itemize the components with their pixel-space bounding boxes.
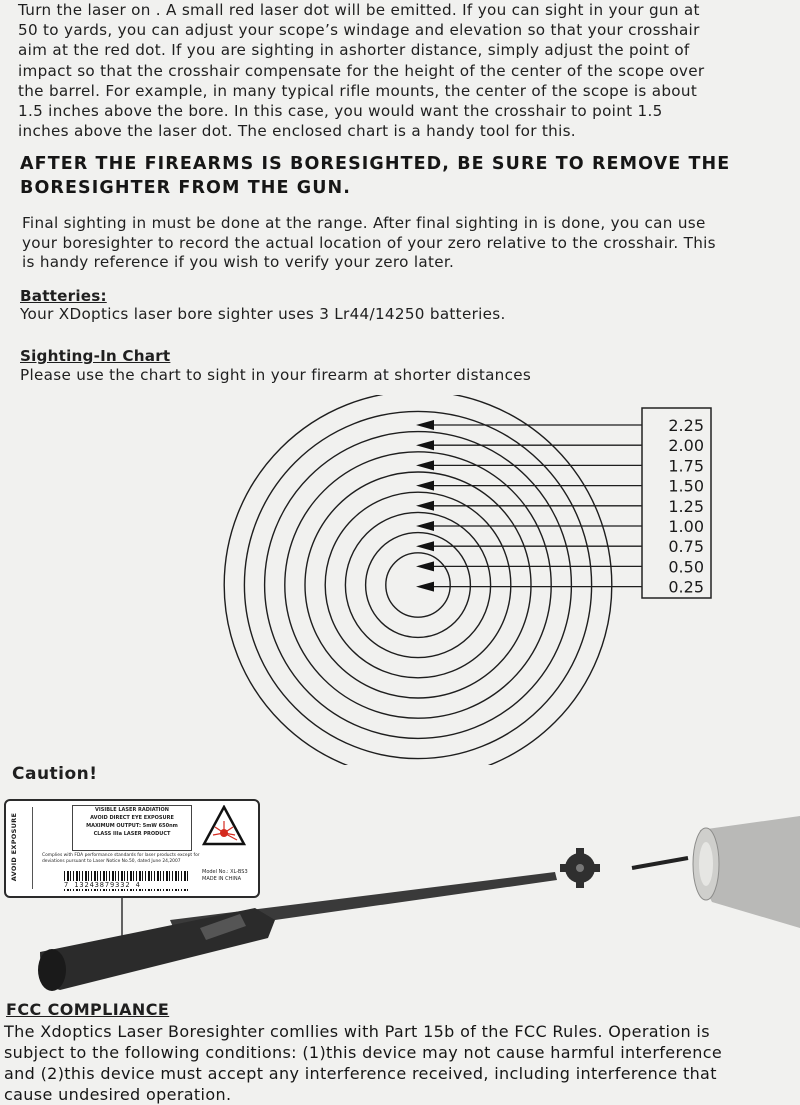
caution-heading: Caution! [12,764,98,784]
chart-ring [386,553,450,617]
ring-label: 2.25 [668,416,704,435]
batteries-heading: Batteries: [20,287,107,305]
ring-label: 0.25 [668,577,704,597]
avoid-exposure-text: AVOID EXPOSURE [10,812,19,882]
fda-compliance-text: Complies with FDA performance standards for laser products except for deviations pursuant to Laser Notice No.50, dated June 24,2007 [42,853,200,864]
label-line: CLASS IIIa LASER PRODUCT [93,831,171,837]
ring-label: 1.75 [668,456,704,476]
ring-label: 0.75 [668,537,704,557]
fcc-line: cause undesired operation. [4,1085,232,1104]
label-line: AVOID DIRECT EYE EXPOSURE [90,815,174,821]
ring-label: 2.00 [668,436,704,456]
warning-line: BORESIGHTER FROM THE GUN. [20,178,352,198]
intro-line: 50 to yards, you can adjust your scope’s windage and elevation so that your crosshair [18,21,700,40]
label-line: VISIBLE LASER RADIATION [95,807,169,813]
boresighter-product-image [0,810,800,1005]
chart-ring [224,395,612,765]
chart-ring [265,432,572,739]
sighting-chart-text: Please use the chart to sight in your firearm at shorter distances [20,366,532,384]
concentric-rings [224,395,612,765]
intro-paragraph [18,0,798,141]
ring-label: 1.00 [668,517,704,536]
fcc-line: and (2)this device must accept any interference received, including interference that [4,1064,717,1083]
batteries-text: Your XDoptics laser bore sighter uses 3 Lr44/14250 batteries. [20,305,506,323]
sighting-in-chart [0,395,800,765]
chart-arrowhead [416,582,434,592]
chart-arrowhead [416,561,434,571]
sighting-chart-heading: Sighting-In Chart [20,347,171,365]
chart-arrowhead [416,481,434,491]
ring-arrows [416,420,642,592]
final-sighting-line: is handy reference if you wish to verify your zero later. [22,253,455,271]
barcode-number: 7 13243879332 4 [64,881,188,889]
intro-line: aim at the red dot. If you are sighting in ashorter distance, simply adjust the point of [18,41,690,60]
chart-ring [325,492,511,678]
final-sighting-paragraph [22,214,800,273]
intro-line: inches above the laser dot. The enclosed chart is a handy tool for this. [18,122,576,141]
chart-arrowhead [416,440,434,450]
label-line: MAXIMUM OUTPUT: 5mW 650nm [86,823,178,829]
chart-ring [366,533,471,638]
chart-arrowhead [416,501,434,511]
ring-label: 1.50 [668,476,704,496]
chart-ring [244,411,591,758]
warning-line: AFTER THE FIREARMS IS BORESIGHTED, BE SURE TO REMOVE THE [20,154,731,174]
intro-line: the barrel. For example, in many typical rifle mounts, the center of the scope is about [18,81,698,100]
intro-line: impact so that the crosshair compensate for the height of the center of the scope over [18,61,705,80]
intro-line: Turn the laser on . A small red laser dot will be emitted. If you can sight in your gun at [18,1,700,19]
ring-label: 1.25 [668,496,704,516]
chart-arrowhead [416,420,434,430]
made-in-text: MADE IN CHINA [202,876,242,882]
chart-arrowhead [416,541,434,551]
chart-arrowhead [416,460,434,470]
chart-ring [345,512,490,657]
ring-labels [668,416,704,597]
final-sighting-line: Final sighting in must be done at the range. After final sighting in is done, you can use [22,214,706,232]
fcc-line: subject to the following conditions: (1)this device may not cause harmful interference [4,1043,723,1062]
ring-label: 0.50 [668,557,704,577]
fcc-compliance-text [4,1021,800,1105]
fcc-compliance-heading: FCC COMPLIANCE [6,1000,170,1019]
model-number: Model No.: XL-BS3 [202,869,248,875]
intro-line: 1.5 inches above the bore. In this case, you would want the crosshair to point 1.5 [18,102,663,121]
chart-arrowhead [416,521,434,531]
final-sighting-line: your boresighter to record the actual location of your zero relative to the crosshair. This [22,233,716,252]
remove-boresighter-warning [20,152,790,200]
fcc-line: The Xdoptics Laser Boresighter comllies with Part 15b of the FCC Rules. Operation is [4,1022,710,1041]
